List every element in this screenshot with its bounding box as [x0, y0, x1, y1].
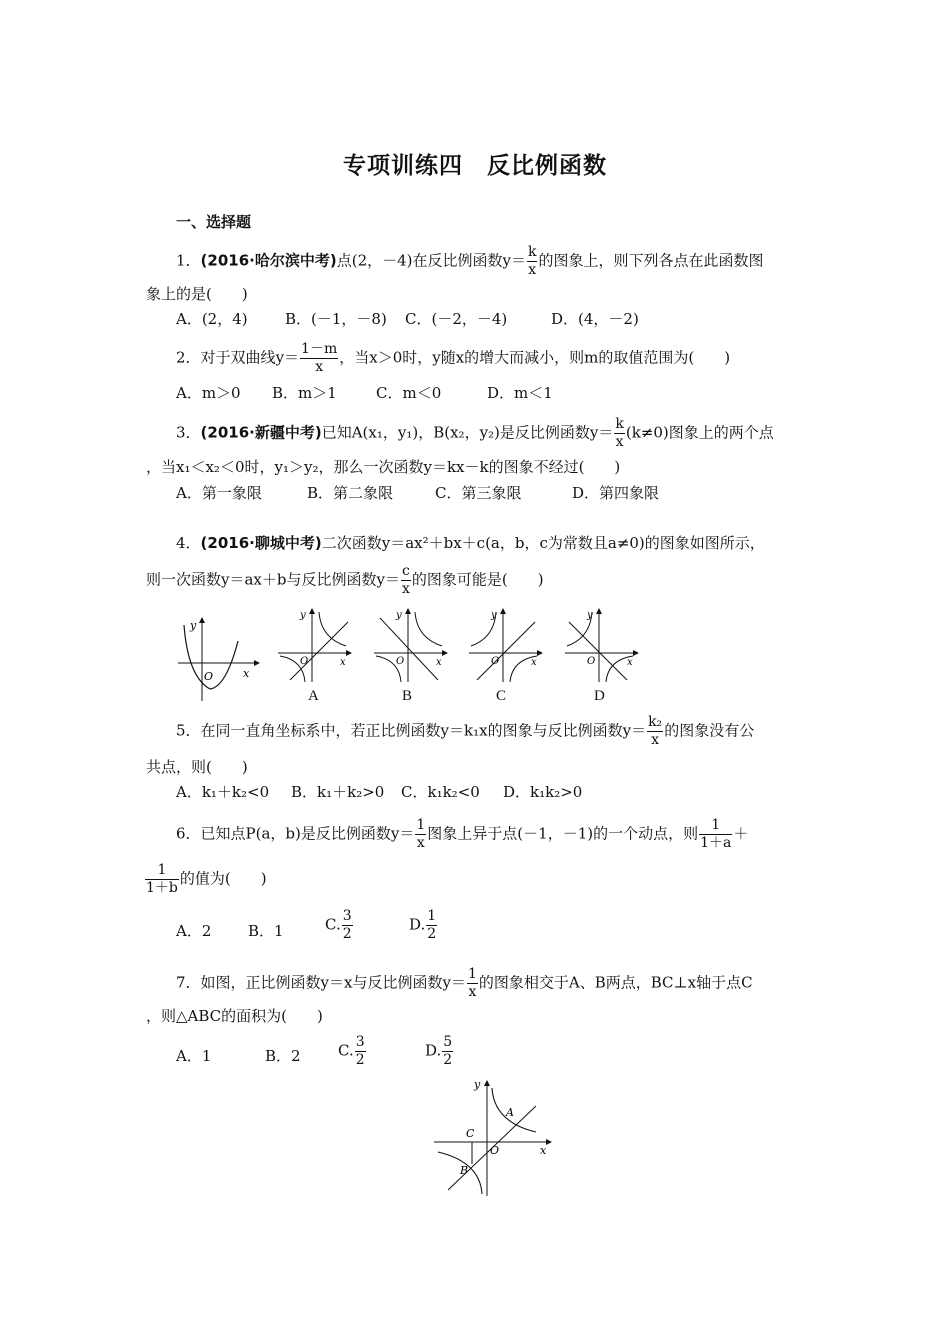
q4-axis-y: y	[190, 619, 197, 632]
q1-option-b: B．(－1，－8)	[285, 310, 387, 328]
q4-line1	[176, 534, 765, 552]
q4-graph-d-o: O	[587, 656, 596, 667]
q4-graph-a	[276, 608, 352, 684]
q6-line1	[176, 817, 748, 852]
q4-graph-label-d: D	[594, 688, 605, 704]
q4-graph-c-o: O	[491, 656, 500, 667]
q4-graph-c-x: x	[531, 657, 537, 668]
q7-label-b: B	[460, 1164, 469, 1177]
q3-option-b: B．第二象限	[307, 484, 394, 502]
q4-text-c: 的图象可能是( )	[411, 570, 544, 589]
q3-line1	[176, 416, 774, 451]
q7-line1	[176, 966, 753, 1001]
q6-fraction-3	[145, 862, 179, 897]
q4-graph-a-y: y	[300, 610, 306, 621]
q1-fraction	[527, 244, 537, 279]
q1-text-b: 的图象上，则下列各点在此函数图	[538, 251, 764, 270]
q1-yeq: y＝	[502, 251, 526, 270]
q5-text-a: 在同一直角坐标系中，若正比例函数y＝k₁x的图象与反比例函数	[200, 721, 623, 740]
q2-option-b: B．m＞1	[272, 384, 337, 402]
q4-source: (2016·聊城中考)	[200, 534, 322, 552]
q4-text-b: 则一次函数y＝ax＋b与反比例函数	[146, 570, 377, 589]
q1-text-a: 点(2，－4)在反比例函数	[336, 251, 503, 270]
q4-graph-b-x: x	[436, 657, 442, 668]
q6-option-d-label: D.	[409, 915, 426, 934]
q7-option-c	[338, 1034, 367, 1069]
q4-axis-x: x	[243, 667, 250, 680]
q7-option-d	[425, 1034, 454, 1069]
q6-option-c-label: C.	[325, 915, 341, 934]
q5-text-b: 的图象没有公	[664, 721, 755, 740]
q6-text-b: 图象上异于点(－1，－1)的一个动点，则	[427, 824, 699, 843]
q7-label-y: y	[474, 1078, 481, 1091]
q6-frac2-num: 1	[699, 817, 732, 835]
q3-option-c: C．第三象限	[435, 484, 522, 502]
q5-number: 5．	[176, 721, 201, 740]
q7-number: 7．	[176, 973, 201, 992]
q4-graph-a-x: x	[340, 657, 346, 668]
q6-plus: ＋	[733, 824, 749, 843]
q3-yeq: y＝	[589, 423, 614, 442]
q4-graph-d	[563, 608, 639, 684]
q4-graph-label-c: C	[496, 688, 507, 704]
q2-option-c: C．m＜0	[376, 384, 442, 402]
q7-figure	[432, 1078, 556, 1198]
q3-option-a: A．第一象限	[176, 484, 262, 502]
q5-yeq: y＝	[622, 721, 647, 740]
q7-frac-num: 1	[467, 966, 477, 982]
q7-optc-den: 2	[355, 1052, 365, 1068]
q6-fraction-2	[699, 817, 732, 852]
q6-optd-num: 1	[427, 908, 437, 924]
q2-number: 2．	[176, 348, 201, 367]
q4-parabola-figure	[174, 617, 260, 703]
q7-optd-num: 5	[443, 1034, 453, 1050]
q6-optc-den: 2	[342, 926, 352, 942]
q4-graph-d-x: x	[627, 657, 633, 668]
q6-optd-den: 2	[427, 926, 437, 942]
q6-fraction	[415, 817, 426, 852]
q2-frac-den: x	[315, 359, 324, 375]
q4-graph-a-o: O	[300, 656, 309, 667]
q6-text-c: 的值为( )	[179, 869, 267, 888]
q6-optc-num: 3	[342, 908, 352, 924]
q7-option-b: B．2	[265, 1047, 301, 1065]
q2-fraction	[300, 341, 338, 376]
q5-line2: 共点，则( )	[146, 758, 248, 776]
q7-label-a: A	[506, 1106, 514, 1119]
q2-line1	[176, 341, 730, 376]
q4-graph-c-y: y	[491, 610, 497, 621]
q7-option-a: A．1	[176, 1047, 212, 1065]
q4-graph-c	[467, 608, 543, 684]
q1-line1	[176, 244, 764, 279]
q3-option-d: D．第四象限	[572, 484, 660, 502]
q6-text-a: 已知点P(a，b)是反比例函数	[200, 824, 391, 843]
q4-line2	[146, 563, 544, 598]
q7-optc-num: 3	[355, 1034, 365, 1050]
q3-line2: ，当x₁＜x₂＜0时，y₁＞y₂，那么一次函数y＝kx－k的图象不经过( )	[146, 458, 621, 476]
q7-option-d-label: D.	[425, 1041, 442, 1060]
q6-frac3-den: 1＋b	[146, 880, 178, 896]
q6-frac-den: x	[416, 835, 425, 851]
q6-number: 6．	[176, 824, 201, 843]
q6-frac-num: 1	[416, 817, 426, 833]
q1-line2: 象上的是( )	[146, 285, 248, 303]
q3-number: 3．	[176, 423, 201, 442]
q7-text-b: 的图象相交于A、B两点，BC⊥x轴于点C	[478, 973, 753, 992]
q6-option-d-frac	[426, 908, 437, 943]
q4-graph-b-o: O	[396, 656, 405, 667]
q2-option-d: D．m＜1	[487, 384, 553, 402]
q6-option-c	[325, 908, 354, 943]
q3-text-a: 已知A(x₁，y₁)，B(x₂，y₂)是反比例函数	[321, 423, 590, 442]
q3-frac-den: x	[615, 434, 624, 450]
q3-fraction	[614, 416, 624, 451]
q5-frac-num: k₂	[648, 714, 663, 730]
page-title: 专项训练四 反比例函数	[343, 153, 607, 179]
q4-graph-label-a: A	[308, 688, 319, 704]
q6-yeq: y＝	[390, 824, 415, 843]
q5-option-d: D．k₁k₂>0	[503, 783, 583, 801]
q2-text-a: 对于双曲线	[200, 348, 276, 367]
q1-frac-num: k	[528, 244, 537, 260]
q7-frac-den: x	[468, 984, 477, 1000]
q7-optd-den: 2	[443, 1052, 453, 1068]
q6-option-c-frac	[342, 908, 353, 943]
q7-yeq: y＝	[442, 973, 466, 992]
q4-number: 4．	[176, 534, 201, 552]
q4-graph-label-b: B	[402, 688, 413, 704]
q7-text-a: 如图，正比例函数y＝x与反比例函数	[200, 973, 443, 992]
q3-text-b: (k≠0)图象上的两个点	[625, 423, 774, 442]
q4-frac-den: x	[401, 581, 410, 597]
q6-frac3-num: 1	[145, 862, 179, 880]
q4-graph-b-y: y	[396, 610, 402, 621]
q4-fraction	[401, 563, 411, 598]
q5-option-c: C．k₁k₂<0	[401, 783, 480, 801]
q1-option-c: C．(－2，－4)	[405, 310, 508, 328]
q4-text-a: 二次函数y＝ax²＋bx＋c(a，b，c为常数且a≠0)的图象如图所示，	[321, 534, 765, 552]
q7-label-o: O	[490, 1144, 500, 1157]
q1-option-d: D．(4，－2)	[551, 310, 639, 328]
q2-frac-num: 1－m	[301, 341, 338, 357]
q7-label-c: C	[466, 1127, 475, 1140]
q7-line2: ，则△ABC的面积为( )	[146, 1007, 323, 1025]
q7-option-c-frac	[355, 1034, 366, 1069]
q6-option-b: B．1	[248, 922, 284, 940]
q1-number: 1．	[176, 251, 201, 270]
q5-option-a: A．k₁＋k₂<0	[176, 783, 270, 801]
q7-fraction	[467, 966, 478, 1001]
section-heading: 一、选择题	[176, 213, 252, 231]
q6-frac2-den: 1＋a	[700, 835, 732, 851]
q7-label-x: x	[540, 1144, 547, 1157]
q5-option-b: B．k₁＋k₂>0	[291, 783, 385, 801]
q1-source: (2016·哈尔滨中考)	[200, 251, 337, 270]
q5-frac-den: x	[651, 732, 660, 748]
q2-yeq: y＝	[275, 348, 300, 367]
q4-graph-b	[372, 608, 448, 684]
q2-option-a: A．m＞0	[176, 384, 241, 402]
q6-line2	[144, 862, 267, 897]
q5-fraction	[647, 714, 663, 749]
q7-option-d-frac	[442, 1034, 453, 1069]
q1-option-a: A．(2，4)	[176, 310, 248, 328]
q3-source: (2016·新疆中考)	[200, 423, 322, 442]
q5-line1	[176, 714, 754, 749]
q4-origin: O	[204, 670, 214, 683]
q3-frac-num: k	[615, 416, 624, 432]
q4-graph-d-y: y	[587, 610, 593, 621]
q4-frac-num: c	[402, 563, 410, 579]
q6-option-a: A．2	[176, 922, 212, 940]
q2-text-b: ，当x＞0时，y随x的增大而减小，则m的取值范围为( )	[339, 348, 731, 367]
q6-option-d	[409, 908, 438, 943]
q4-yeq: y＝	[376, 570, 400, 589]
q7-option-c-label: C.	[338, 1041, 354, 1060]
q1-frac-den: x	[528, 262, 537, 278]
